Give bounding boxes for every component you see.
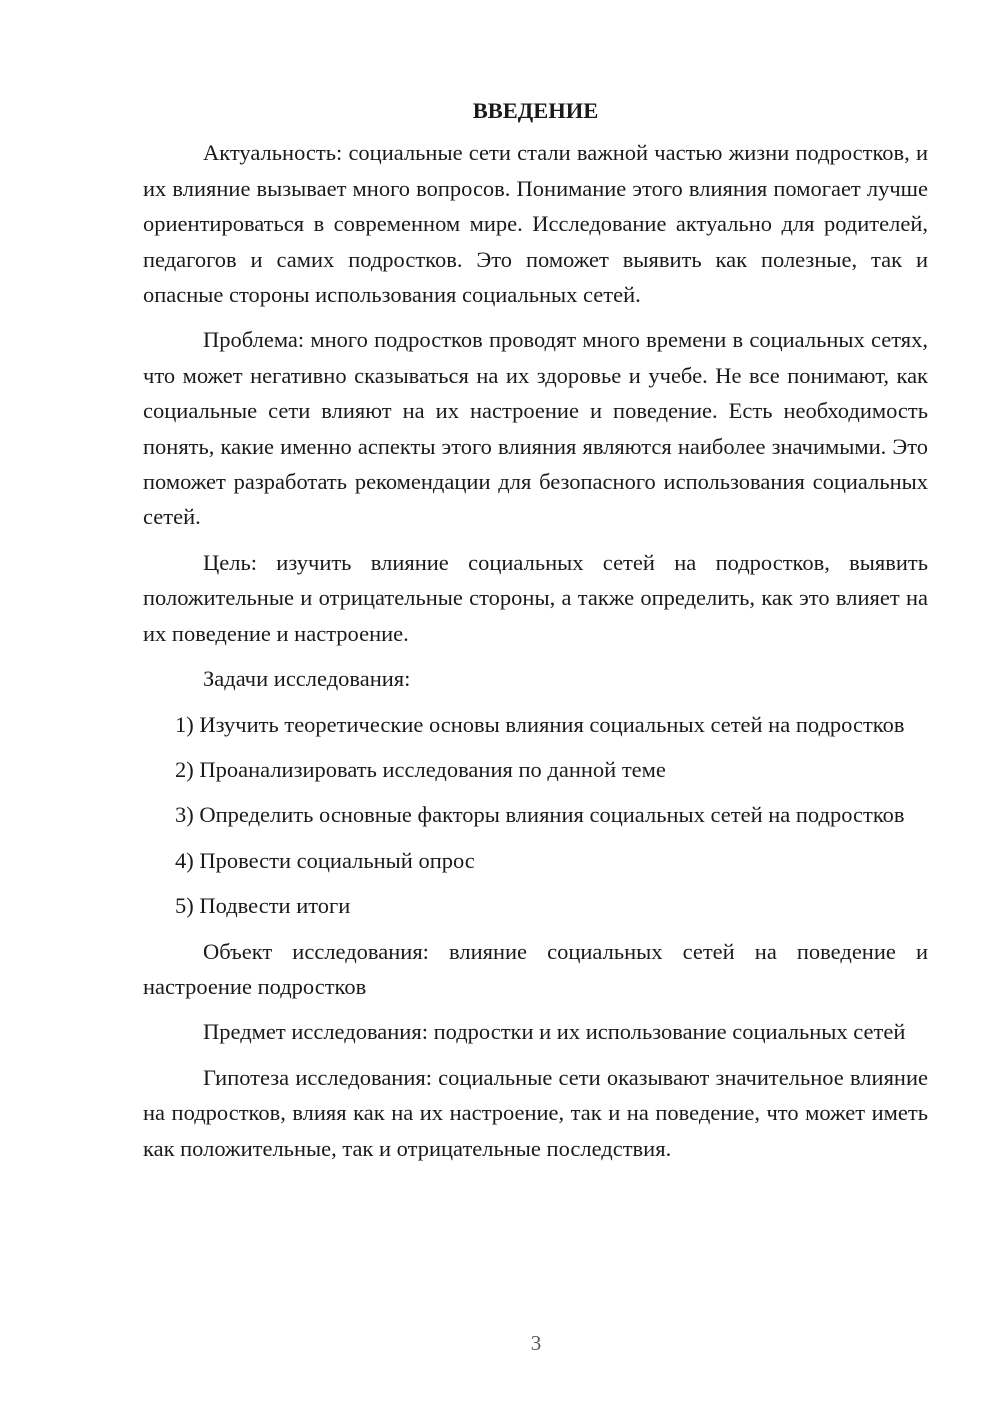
- page-number: 3: [530, 1331, 542, 1355]
- paragraph-object: Объект исследования: влияние социальных сетей на поведение и настроение подростков: [143, 938, 928, 999]
- section-title: ВВЕДЕНИЕ: [472, 98, 599, 123]
- list-item-task-5: 5) Подвести итоги: [175, 893, 351, 919]
- tasks-heading: Задачи исследования:: [203, 666, 411, 692]
- list-item-task-4: 4) Провести социальный опрос: [175, 847, 475, 873]
- document-body: [143, 93, 928, 1176]
- paragraph-subject: Предмет исследования: подростки и их использование социальных сетей: [203, 1019, 906, 1045]
- paragraph-problem: Проблема: много подростков проводят много времени в социальных сетях, что может негативно сказываться на их здоровье и учебе. Не все понимают, как социальные сети влияют на их настроение и поведение. Есть необходимость понять, какие именно аспекты этого влияния являются наиболее значимыми. Это поможет разработать рекомендации для безопасного использования социальных сетей.: [143, 327, 928, 530]
- list-item-task-3: 3) Определить основные факторы влияния социальных сетей на подростков: [175, 802, 905, 828]
- list-item-task-1: 1) Изучить теоретические основы влияния социальных сетей на подростков: [175, 711, 905, 737]
- paragraph-goal: Цель: изучить влияние социальных сетей на подростков, выявить положительные и отрицательные стороны, а также определить, как это влияет на их поведение и настроение.: [143, 549, 928, 646]
- list-item-task-2: 2) Проанализировать исследования по данной теме: [175, 756, 666, 782]
- paragraph-hypothesis: Гипотеза исследования: социальные сети оказывают значительное влияние на подростков, влияя как на их настроение, так и на поведение, что может иметь как положительные, так и отрицательные последствия.: [143, 1064, 928, 1161]
- paragraph-relevance: Актуальность: социальные сети стали важной частью жизни подростков, и их влияние вызывает много вопросов. Понимание этого влияния помогает лучше ориентироваться в современном мире. Исследование актуально для родителей, педагогов и самих подростков. Это поможет выявить как полезные, так и опасные стороны использования социальных сетей.: [143, 140, 928, 308]
